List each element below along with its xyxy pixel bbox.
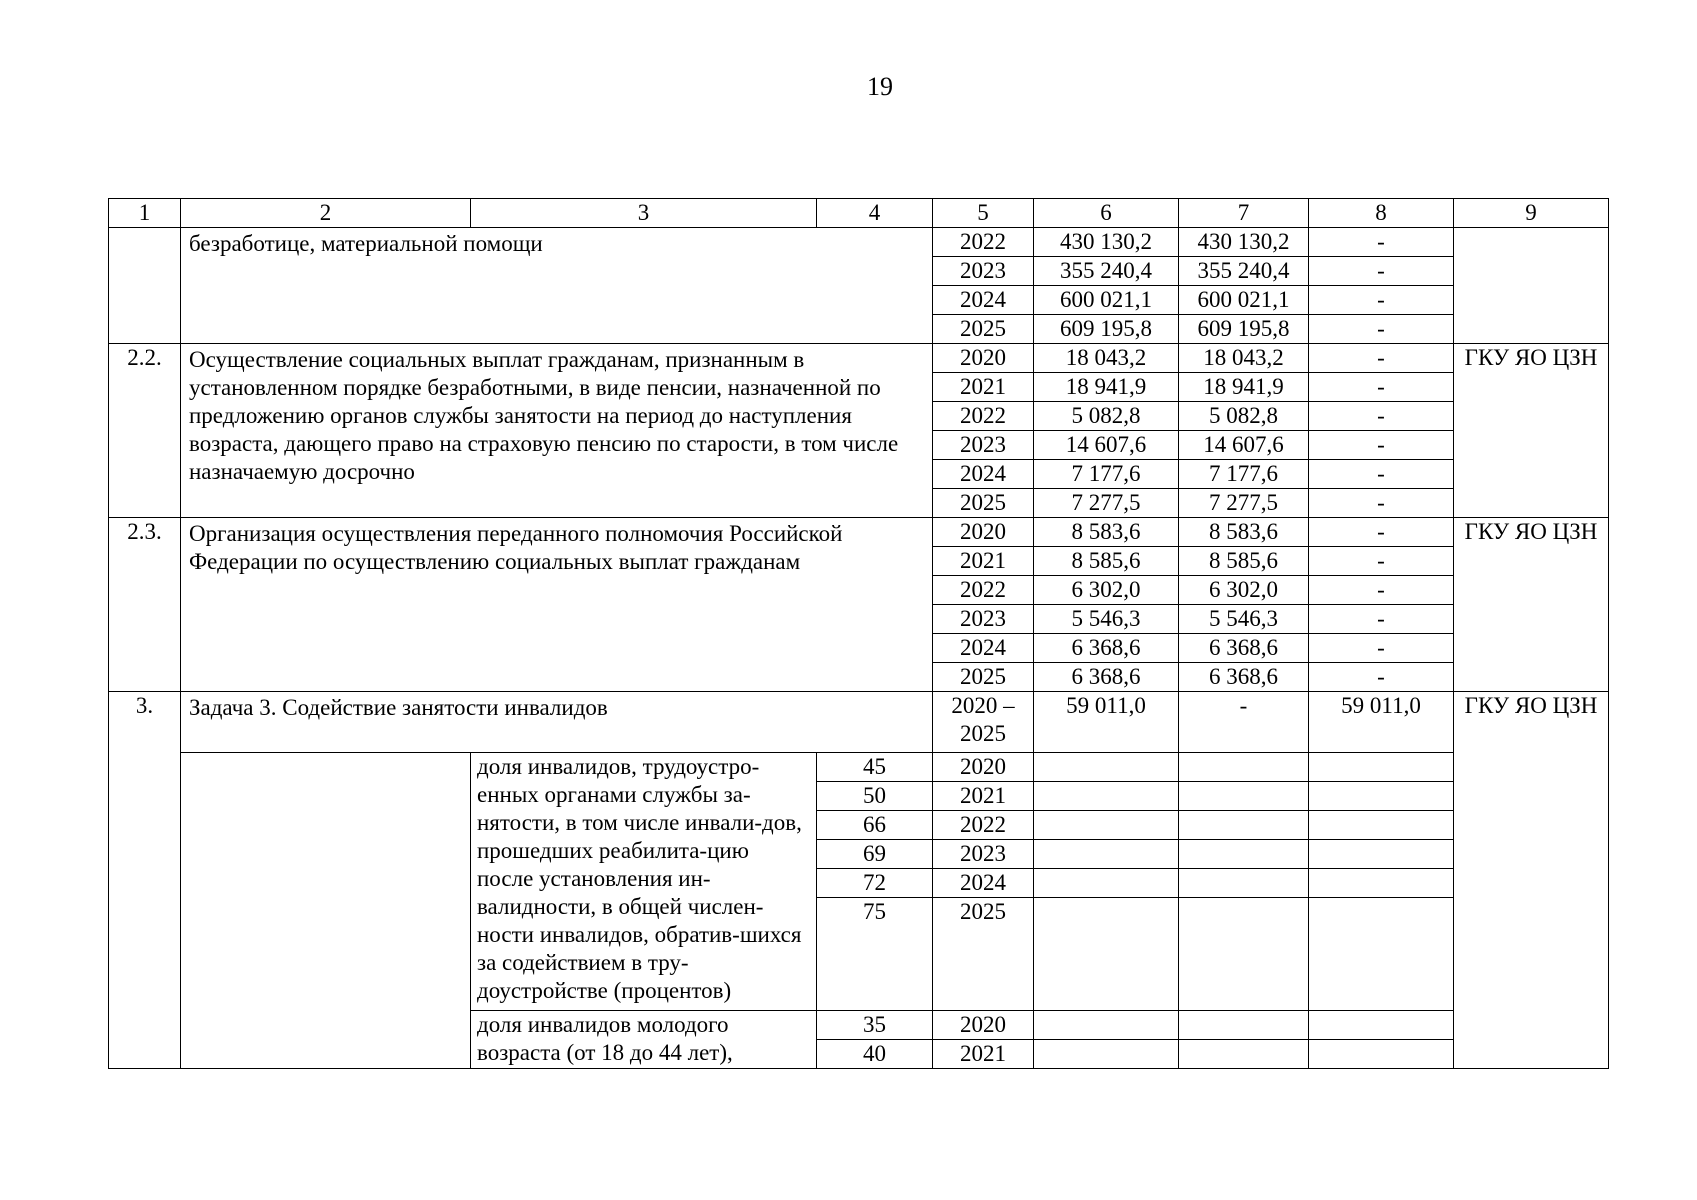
amount-federal: 355 240,4 <box>1179 257 1309 286</box>
empty-cell <box>1034 869 1179 898</box>
amount-regional: - <box>1309 431 1454 460</box>
amount-total: 6 368,6 <box>1034 663 1179 692</box>
amount-total: 8 585,6 <box>1034 547 1179 576</box>
amount-total: 5 082,8 <box>1034 402 1179 431</box>
amount-federal: 600 021,1 <box>1179 286 1309 315</box>
year-cell: 2022 <box>933 402 1034 431</box>
amount-regional: - <box>1309 344 1454 373</box>
row-description: безработице, материальной помощи <box>181 228 933 344</box>
year-cell: 2023 <box>933 431 1034 460</box>
amount-regional: - <box>1309 547 1454 576</box>
row-description: Осуществление социальных выплат гражданам, признанным в установленном порядке безработными, в виде пенсии, назначенной по предложению органов службы занятости на период до наступления возраста, дающего право на страховую пенсию по старости, в том числе назначаемую досрочно <box>181 344 933 518</box>
amount-federal: - <box>1179 692 1309 753</box>
amount-regional: - <box>1309 634 1454 663</box>
empty-cell <box>1034 1011 1179 1040</box>
amount-total: 59 011,0 <box>1034 692 1179 753</box>
year-cell: 2023 <box>933 605 1034 634</box>
amount-regional: - <box>1309 605 1454 634</box>
header-col-2: 2 <box>181 199 471 228</box>
amount-federal: 5 546,3 <box>1179 605 1309 634</box>
header-col-3: 3 <box>471 199 817 228</box>
amount-regional: - <box>1309 663 1454 692</box>
amount-total: 5 546,3 <box>1034 605 1179 634</box>
empty-cell <box>1309 782 1454 811</box>
amount-federal: 430 130,2 <box>1179 228 1309 257</box>
header-col-9: 9 <box>1454 199 1609 228</box>
empty-cell <box>1309 898 1454 1011</box>
empty-cell <box>1179 1011 1309 1040</box>
empty-cell <box>1034 1040 1179 1069</box>
row-number: 3. <box>109 692 181 1069</box>
indicator-value: 66 <box>817 811 933 840</box>
indicator-value: 40 <box>817 1040 933 1069</box>
empty-cell <box>1034 840 1179 869</box>
year-cell: 2025 <box>933 489 1034 518</box>
amount-federal: 18 941,9 <box>1179 373 1309 402</box>
executor-cell: ГКУ ЯО ЦЗН <box>1454 692 1609 1069</box>
empty-cell <box>1179 1040 1309 1069</box>
amount-total: 6 368,6 <box>1034 634 1179 663</box>
amount-federal: 6 368,6 <box>1179 634 1309 663</box>
year-cell: 2020 <box>933 344 1034 373</box>
empty-cell <box>1034 753 1179 782</box>
amount-federal: 609 195,8 <box>1179 315 1309 344</box>
header-col-4: 4 <box>817 199 933 228</box>
empty-cell <box>1034 898 1179 1011</box>
empty-cell <box>1179 811 1309 840</box>
empty-cell <box>1034 782 1179 811</box>
header-col-7: 7 <box>1179 199 1309 228</box>
header-col-1: 1 <box>109 199 181 228</box>
year-cell: 2025 <box>933 663 1034 692</box>
amount-regional: - <box>1309 373 1454 402</box>
indicator-description: доля инвалидов, трудоустро-енных органами службы за-нятости, в том числе инвали-дов, прошедших реабилита-цию после установления ин-валидности, в общей числен-ности инвалидов, обратив-шихся за содействием в тру-доустройстве (процентов) <box>471 753 817 1011</box>
year-cell: 2024 <box>933 460 1034 489</box>
year-cell: 2021 <box>933 782 1034 811</box>
year-cell: 2024 <box>933 634 1034 663</box>
header-col-8: 8 <box>1309 199 1454 228</box>
amount-total: 7 177,6 <box>1034 460 1179 489</box>
empty-cell <box>1179 898 1309 1011</box>
year-cell: 2023 <box>933 840 1034 869</box>
table-row <box>109 753 1609 782</box>
year-cell: 2021 <box>933 373 1034 402</box>
header-col-5: 5 <box>933 199 1034 228</box>
empty-cell <box>1179 840 1309 869</box>
year-cell: 2025 <box>933 898 1034 1011</box>
amount-federal: 8 585,6 <box>1179 547 1309 576</box>
empty-cell <box>1309 840 1454 869</box>
executor-cell: ГКУ ЯО ЦЗН <box>1454 518 1609 692</box>
period-cell: 2020 – 2025 <box>933 692 1034 753</box>
empty-cell <box>1179 753 1309 782</box>
amount-federal: 8 583,6 <box>1179 518 1309 547</box>
amount-regional: 59 011,0 <box>1309 692 1454 753</box>
amount-total: 14 607,6 <box>1034 431 1179 460</box>
amount-regional: - <box>1309 286 1454 315</box>
table-row <box>109 344 1609 373</box>
amount-total: 18 941,9 <box>1034 373 1179 402</box>
year-cell: 2020 <box>933 1011 1034 1040</box>
empty-cell <box>181 753 471 1069</box>
page-number: 19 <box>867 72 893 101</box>
amount-regional: - <box>1309 489 1454 518</box>
amount-total: 430 130,2 <box>1034 228 1179 257</box>
year-cell: 2024 <box>933 869 1034 898</box>
row-number: 2.2. <box>109 344 181 518</box>
amount-regional: - <box>1309 315 1454 344</box>
year-cell: 2025 <box>933 315 1034 344</box>
empty-cell <box>1179 782 1309 811</box>
table-row <box>109 518 1609 547</box>
amount-federal: 18 043,2 <box>1179 344 1309 373</box>
indicator-value: 75 <box>817 898 933 1011</box>
year-cell: 2022 <box>933 576 1034 605</box>
table-row <box>109 692 1609 753</box>
table-row <box>109 228 1609 257</box>
row-description: Организация осуществления переданного полномочия Российской Федерации по осуществлению социальных выплат гражданам <box>181 518 933 692</box>
year-cell: 2021 <box>933 547 1034 576</box>
amount-regional: - <box>1309 518 1454 547</box>
row-number: 2.3. <box>109 518 181 692</box>
amount-federal: 6 302,0 <box>1179 576 1309 605</box>
year-cell: 2022 <box>933 811 1034 840</box>
amount-regional: - <box>1309 257 1454 286</box>
year-cell: 2023 <box>933 257 1034 286</box>
amount-federal: 7 177,6 <box>1179 460 1309 489</box>
indicator-value: 72 <box>817 869 933 898</box>
empty-cell <box>1309 1040 1454 1069</box>
row-number <box>109 228 181 344</box>
indicator-value: 69 <box>817 840 933 869</box>
amount-total: 18 043,2 <box>1034 344 1179 373</box>
amount-regional: - <box>1309 228 1454 257</box>
amount-federal: 6 368,6 <box>1179 663 1309 692</box>
amount-total: 600 021,1 <box>1034 286 1179 315</box>
amount-regional: - <box>1309 576 1454 605</box>
indicator-value: 45 <box>817 753 933 782</box>
empty-cell <box>1034 811 1179 840</box>
indicator-value: 50 <box>817 782 933 811</box>
amount-regional: - <box>1309 460 1454 489</box>
year-cell: 2020 <box>933 518 1034 547</box>
empty-cell <box>1309 1011 1454 1040</box>
indicator-value: 35 <box>817 1011 933 1040</box>
year-cell: 2024 <box>933 286 1034 315</box>
task-description: Задача 3. Содействие занятости инвалидов <box>181 692 933 753</box>
executor-cell <box>1454 228 1609 344</box>
header-col-6: 6 <box>1034 199 1179 228</box>
amount-federal: 5 082,8 <box>1179 402 1309 431</box>
amount-regional: - <box>1309 402 1454 431</box>
empty-cell <box>1309 753 1454 782</box>
empty-cell <box>1309 811 1454 840</box>
amount-total: 6 302,0 <box>1034 576 1179 605</box>
program-table <box>108 198 1609 1069</box>
amount-total: 8 583,6 <box>1034 518 1179 547</box>
amount-total: 355 240,4 <box>1034 257 1179 286</box>
empty-cell <box>1309 869 1454 898</box>
year-cell: 2022 <box>933 228 1034 257</box>
year-cell: 2020 <box>933 753 1034 782</box>
executor-cell: ГКУ ЯО ЦЗН <box>1454 344 1609 518</box>
amount-total: 609 195,8 <box>1034 315 1179 344</box>
header-row <box>109 199 1609 228</box>
amount-federal: 7 277,5 <box>1179 489 1309 518</box>
empty-cell <box>1179 869 1309 898</box>
amount-federal: 14 607,6 <box>1179 431 1309 460</box>
amount-total: 7 277,5 <box>1034 489 1179 518</box>
indicator-description: доля инвалидов молодого возраста (от 18 до 44 лет), <box>471 1011 817 1069</box>
year-cell: 2021 <box>933 1040 1034 1069</box>
